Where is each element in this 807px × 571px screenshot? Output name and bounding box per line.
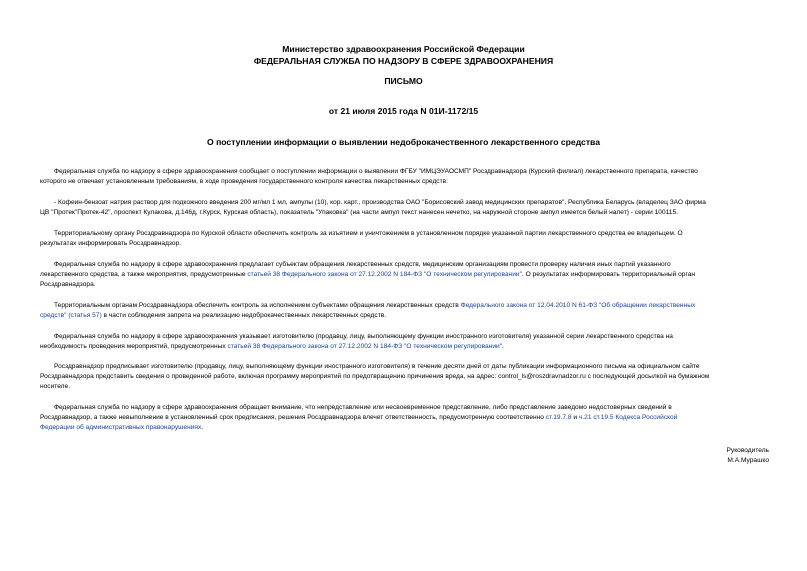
paragraph-line: Федеральная служба по надзору в сфере здравоохранения сообщает о поступлении информации о выявлении ФГБУ "ИМЦЭУАОСМП" Росздравнадзора (Курский филиал) лекарственного препарата, качество <box>54 168 698 175</box>
document-date-number: от 21 июля 2015 года N 01И-1172/15 <box>328 106 479 116</box>
paragraph-line <box>40 413 769 423</box>
paragraph-line: Федеральная служба по надзору в сфере здравоохранения обращает внимание, что непредставление или несвоевременное представление, либо представление заведомо недостоверных сведений в <box>54 404 672 411</box>
paragraph-line <box>40 423 769 433</box>
paragraph-3 <box>40 229 769 249</box>
paragraph-5 <box>40 301 769 321</box>
paragraph-line: Росздравнадзора. <box>40 281 96 288</box>
paragraph-8 <box>40 403 769 433</box>
paragraph-line: ЦВ "Протек"Протек-42", проспект Кулакова, д.146д, г.Курск, Курская область), показатель "Упаковка" (на части ампул текст нанесен нечетко, на наружной стороне ампул имеется белый налет) - серии 100115. <box>40 209 678 216</box>
paragraph-line: носителе. <box>40 383 71 390</box>
koap-code-link[interactable]: Федерации об административных правонарушениях <box>40 424 202 431</box>
paragraph-2 <box>40 198 769 218</box>
service-title: ФЕДЕРАЛЬНАЯ СЛУЖБА ПО НАДЗОРУ В СФЕРЕ ЗДРАВООХРАНЕНИЯ <box>253 56 554 66</box>
paragraph-text: . О результатах информировать территориальный орган <box>521 271 696 278</box>
paragraph-line: которого не отвечает установленным требованиям, в ходе проведения государственного контроля качества лекарственных средств: <box>40 178 448 185</box>
signature-block <box>727 446 769 466</box>
paragraph-text: необходимость проведения мероприятий, предусмотренных <box>40 343 228 350</box>
koap-article-19-5-link[interactable]: ч.21 ст.19.5 <box>578 414 614 421</box>
paragraph-line: Территориальному органу Росздравнадзора по Курской области обеспечить контроль за изъятием и уничтожением в установленном порядке указанной партии лекарственного средства ее владельцем. О <box>54 230 683 237</box>
paragraph-line: результатах информировать Росздравнадзор. <box>40 240 182 247</box>
koap-code-link[interactable]: Кодекса Российской <box>613 414 678 421</box>
paragraph-text: в части соблюдения запрета на реализацию недоброкачественных лекарственных средств. <box>101 312 387 319</box>
koap-article-19-7-8-link[interactable]: ст.19.7.8 <box>545 414 572 421</box>
paragraph-4 <box>40 260 769 290</box>
signature-name: М.А.Мурашко <box>727 457 769 464</box>
paragraph-text: . <box>502 343 504 350</box>
paragraph-line: Федеральная служба по надзору в сфере здравоохранения указывает изготовителю (продавцу, лицу, выполняющему функции иностранного изготовителя) указанной серии лекарственного средства на <box>54 333 673 340</box>
law-61-fz-link[interactable]: Федерального закона от 12.04.2010 N 61-ФЗ "Об обращении лекарственных <box>460 302 696 309</box>
paragraph-line <box>40 301 769 311</box>
paragraph-line: Росздравнадзор предписывает изготовителю (продавцу, лицу, выполняющему функции иностранного изготовителя) в течение десяти дней от даты публикации информационного письма на официальном сайте <box>54 363 700 370</box>
paragraph-6 <box>40 332 769 352</box>
ministry-title: Министерство здравоохранения Российской Федерации <box>282 44 525 54</box>
signature-title: Руководитель <box>726 447 769 454</box>
paragraph-line: Росздравнадзора представить сведения о проведенной работе, включая программу мероприятий по предотвращению причинения вреда, на адрес: control_ls@roszdravnadzor.ru с последующей досылкой на бумажном <box>40 373 710 380</box>
paragraph-text: Территориальным органам Росздравнадзора обеспечить контроль за исполнением субъектами обращения лекарственных средств <box>54 302 461 309</box>
paragraph-text: лекарственного средства, а также мероприятия, предусмотренные <box>40 271 248 278</box>
paragraph-line <box>40 311 769 321</box>
paragraph-line: - Кофеин-бензоат натрия раствор для подкожного введения 200 мг/мл 1 мл, ампулы (10), кор. карт., производства ОАО "Борисовский завод медицинских препаратов", Республика Беларусь (владелец ЗАО фирма <box>54 199 706 206</box>
law-184-fz-article-38-link[interactable]: статьей 38 Федерального закона от 27.12.2002 N 184-ФЗ "О техническом регулировании" <box>247 271 522 278</box>
law-61-fz-article-57-link[interactable]: средств" (статья 57) <box>40 312 102 319</box>
paragraph-text: Росздравнадзор, а также невыполнение в установленный срок предписания, решения Росздравнадзора влечет ответственность, предусмотренную соответственно <box>40 414 546 421</box>
paragraph-line <box>40 270 769 280</box>
document-type: ПИСЬМО <box>384 76 423 86</box>
paragraph-7 <box>40 362 769 392</box>
law-184-fz-article-38-link[interactable]: статьей 38 Федерального закона от 27.12.2002 N 184-ФЗ "О техническом регулировании" <box>227 343 503 350</box>
paragraph-line <box>40 342 769 352</box>
document-subject: О поступлении информации о выявлении недоброкачественного лекарственного средства <box>207 137 600 147</box>
paragraph-text: и <box>571 414 579 421</box>
paragraph-1 <box>40 167 769 187</box>
paragraph-text: . <box>201 424 204 431</box>
paragraph-line: Федеральная служба по надзору в сфере здравоохранения предлагает субъектам обращения лекарственных средств, медицинским организациям провести проверку наличия иных партий указанного <box>54 261 671 268</box>
